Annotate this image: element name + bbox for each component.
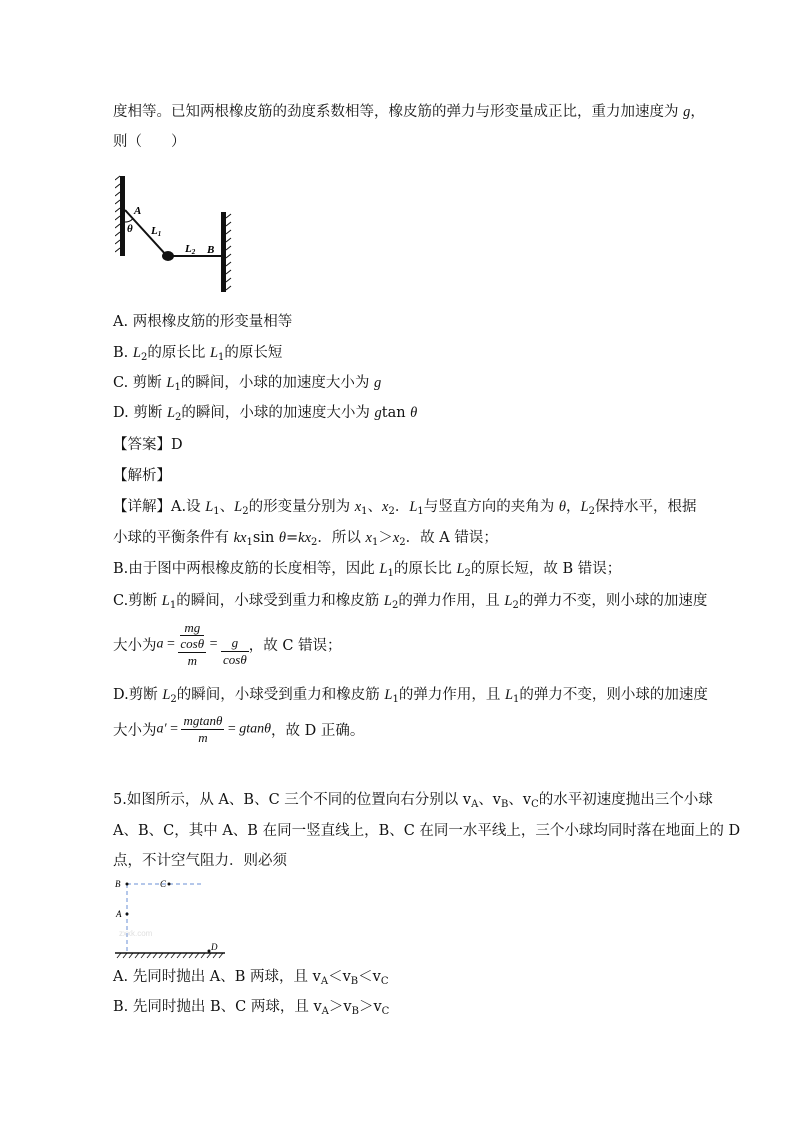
detail-line-4: C.剪断 $L_1$的瞬间，小球受到重力和橡皮筋 $L_2$的弹力作用，且 $L_2$的弹力不变，则小球的加速度 — [113, 593, 708, 611]
label-D: D — [211, 942, 218, 952]
fraction-c-1: mg cosθ m — [180, 620, 205, 668]
point-c — [168, 883, 171, 886]
label-B: B — [115, 879, 121, 889]
label-B: B — [207, 244, 215, 256]
label-A: A — [116, 909, 122, 919]
label-L2: L2 — [185, 243, 196, 256]
label-C: C — [160, 879, 167, 889]
q5-stem-line-2: A、B、C，其中 A、B 在同一竖直线上，B、C 在同一水平线上，三个小球均同时落在地面上的 D — [113, 823, 741, 839]
label-A: A — [134, 205, 142, 217]
q5-option-b: B. 先同时抛出 B、C 两球，且 $v_A>v_B>v_C$ — [113, 999, 390, 1017]
q5-option-a: A. 先同时抛出 A、B 两球，且 $v_A<v_B<v_C$ — [113, 969, 389, 987]
detail-line-7: 大小为a′ = $\frac{mgtan\theta}{m}$ = gtanθ，故 D 正确。 — [113, 713, 365, 745]
point-a — [126, 913, 129, 916]
q4-option-c: C. 剪断 $L_1$的瞬间，小球的加速度大小为 g — [113, 375, 382, 393]
detail-line-2: 小球的平衡条件有 $kx_1\sin$ $\theta=kx_2$．所以 $x_1>x_2$．故 A 错误； — [113, 530, 498, 548]
q5-stem-line-1: 5.如图所示，从 A、B、C 三个不同的位置向右分别以 $v_A$、$v_B$、$v_C$的水平初速度抛出三个小球 — [113, 792, 713, 810]
q4-option-b: B. $L_2$的原长比 $L_1$的原长短 — [113, 345, 283, 363]
watermark: zxxk.com — [119, 929, 153, 938]
q5-stem-line-3: 点，不计空气阻力．则必须 — [113, 853, 287, 869]
fraction-d: $\frac{mgtan\theta}{m}$ — [183, 713, 223, 745]
point-b — [126, 883, 129, 886]
detail-line-5: 大小为a = mg cosθ m = $\frac{g}{\cos\theta}$ ，故 C 错误； — [113, 620, 342, 668]
detail-line-3: B.由于图中两根橡皮筋的长度相等，因此 $L_1$的原长比 $L_2$的原长短，故 B 错误； — [113, 561, 622, 579]
analysis-title: 【解析】 — [113, 468, 171, 484]
q4-stem-line-1: 度相等。已知两根橡皮筋的劲度系数相等，橡皮筋的弹力与形变量成正比，重力加速度为 g， — [113, 104, 705, 120]
label-theta: θ — [127, 223, 133, 235]
detail-line-1: 【详解】A.设 $L_1$、$L_2$的形变量分别为 $x_1$、$x_2$．$L_1$与竖直方向的夹角为 θ，$L_2$保持水平，根据 — [113, 499, 697, 517]
fraction-c-2: $\frac{g}{\cos\theta}$ — [223, 635, 247, 667]
q4-option-a: A. 两根橡皮筋的形变量相等 — [113, 314, 293, 330]
q4-stem-line-2: 则（ ） — [113, 134, 186, 150]
q5-figure — [113, 876, 233, 960]
q4-option-d: D. 剪断 $L_2$的瞬间，小球的加速度大小为 gtan θ — [113, 405, 418, 423]
answer: 【答案】D — [113, 437, 183, 453]
ball — [162, 251, 174, 261]
q4-figure — [115, 172, 240, 294]
detail-line-6: D.剪断 $L_2$的瞬间，小球受到重力和橡皮筋 $L_1$的弹力作用，且 $L_1$的弹力不变，则小球的加速度 — [113, 687, 708, 705]
label-L1: L1 — [151, 225, 162, 238]
